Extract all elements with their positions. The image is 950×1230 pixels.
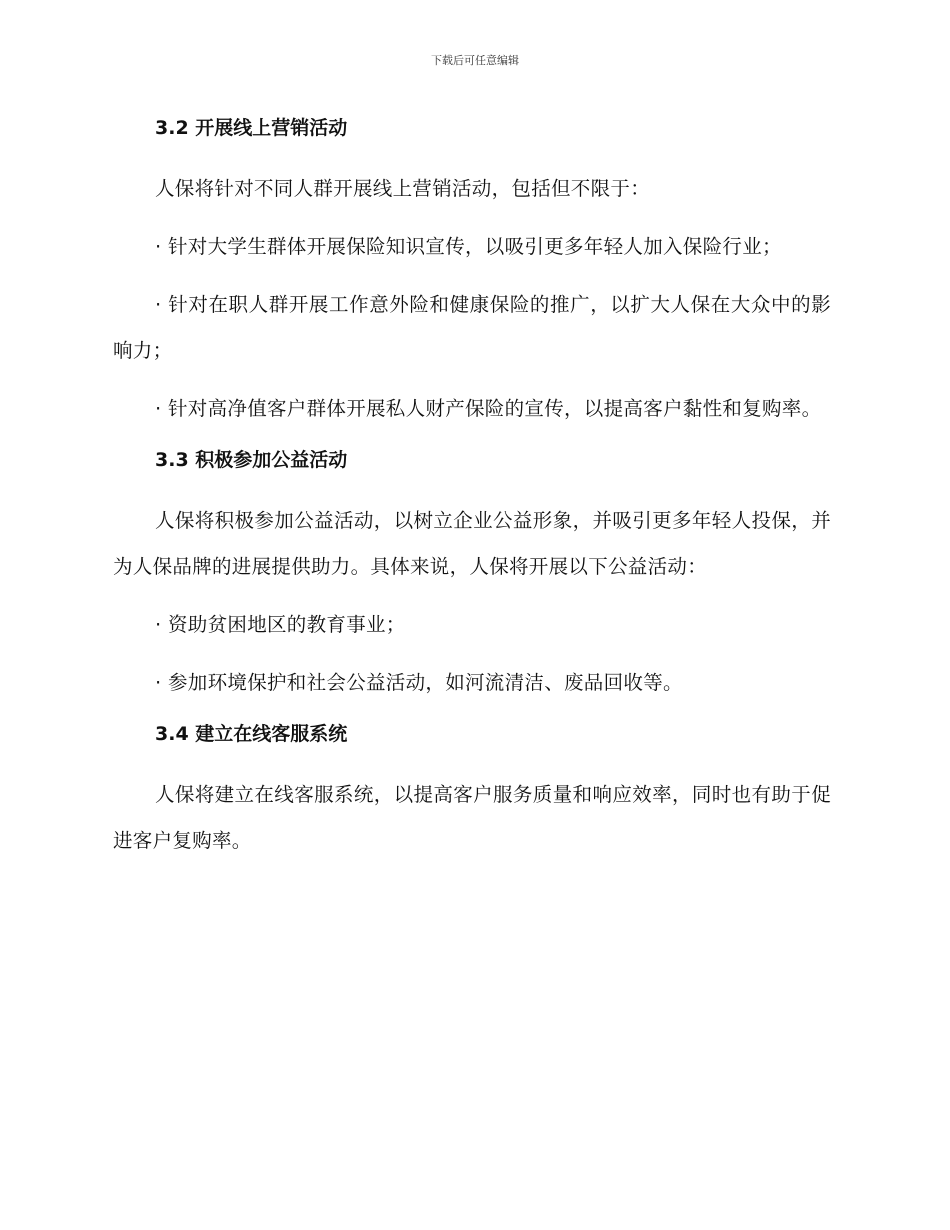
section-heading: 3.3 积极参加公益活动	[155, 449, 348, 471]
paragraph: 人保将建立在线客服系统，以提高客户服务质量和响应效率，同时也有助于促进客户复购率。	[113, 783, 831, 852]
page-header: 下载后可任意编辑	[431, 54, 519, 67]
paragraph: 人保将积极参加公益活动，以树立企业公益形象，并吸引更多年轻人投保，并为人保品牌的进展提供助力。具体来说，人保将开展以下公益活动：	[113, 509, 831, 578]
bullet-item: · 针对高净值客户群体开展私人财产保险的宣传，以提高客户黏性和复购率。	[155, 397, 822, 420]
paragraph: 人保将针对不同人群开展线上营销活动，包括但不限于：	[155, 177, 651, 200]
bullet-item: · 针对在职人群开展工作意外险和健康保险的推广，以扩大人保在大众中的影响力；	[113, 293, 831, 362]
bullet-item: · 资助贫困地区的教育事业；	[155, 613, 406, 636]
bullet-item: · 针对大学生群体开展保险知识宣传，以吸引更多年轻人加入保险行业；	[155, 235, 782, 258]
document-body	[113, 112, 831, 876]
section-heading: 3.2 开展线上营销活动	[155, 117, 348, 139]
section-heading: 3.4 建立在线客服系统	[155, 723, 348, 745]
bullet-item: · 参加环境保护和社会公益活动，如河流清洁、废品回收等。	[155, 671, 683, 694]
